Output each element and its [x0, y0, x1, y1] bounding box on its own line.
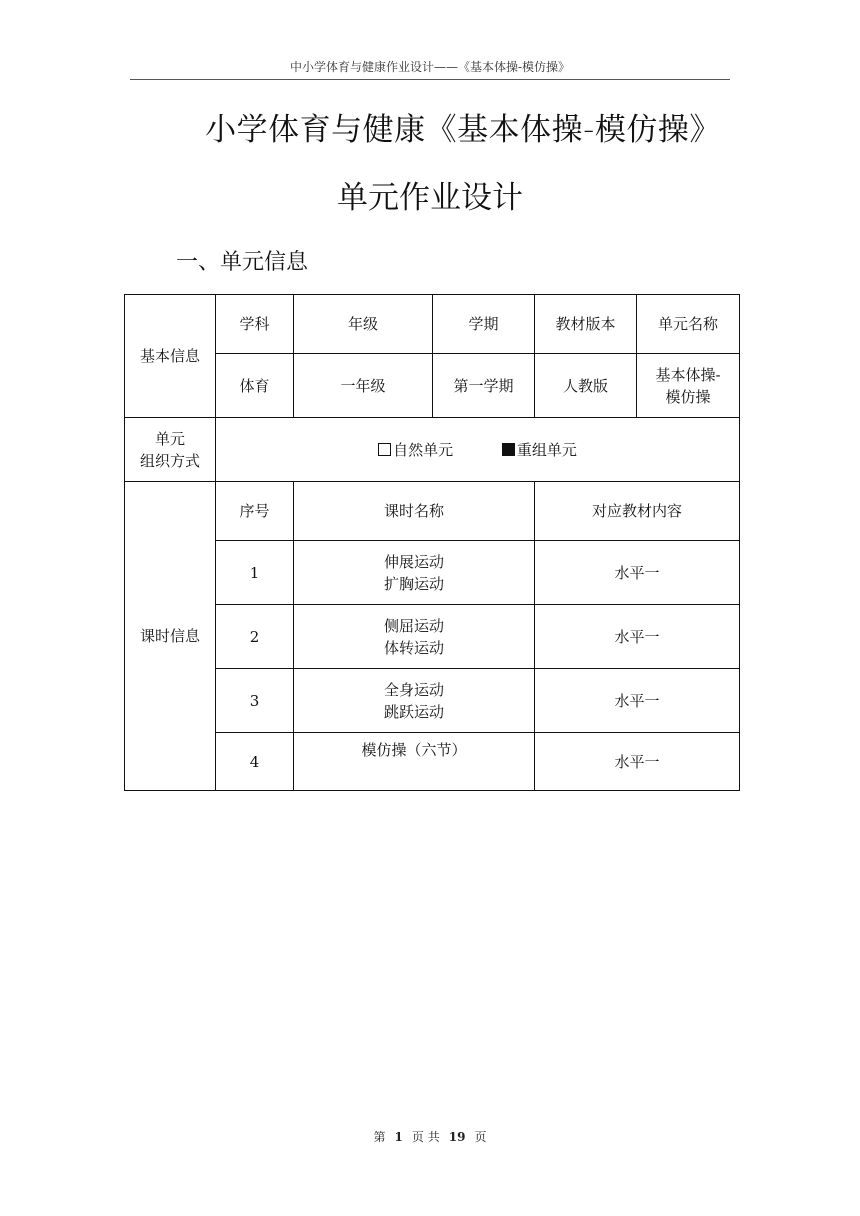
table-row: [125, 354, 740, 418]
lesson-content: 水平一: [535, 669, 740, 733]
footer-middle: 页 共: [411, 1130, 440, 1144]
org-label-line: 单元: [154, 429, 185, 448]
lesson-name-line: 伸展运动: [383, 552, 444, 571]
footer-total-pages: 19: [448, 1130, 466, 1144]
document-title-line2: 单元作业设计: [337, 180, 523, 216]
table-row: [125, 482, 740, 541]
lesson-name-line: 扩胸运动: [383, 574, 444, 593]
unit-name-line: 模仿操: [665, 387, 711, 406]
header-grade: 年级: [294, 295, 433, 354]
footer-prefix: 第: [373, 1130, 386, 1144]
footer-page-number: 1: [394, 1130, 403, 1144]
unit-info-table: [124, 294, 740, 791]
page-header: 中小学体育与健康作业设计——《基本体操-模仿操》: [289, 60, 571, 74]
value-edition: 人教版: [535, 354, 637, 418]
lesson-name-line: 全身运动: [383, 680, 444, 699]
lesson-no: 3: [216, 669, 294, 733]
lesson-name-line: 模仿操（六节）: [361, 741, 467, 759]
document-title-line1: 小学体育与健康《基本体操-模仿操》: [205, 112, 721, 148]
basic-info-label: 基本信息: [125, 295, 216, 418]
header-subject: 学科: [216, 295, 294, 354]
table-row: [125, 733, 740, 791]
value-unit-name: [637, 354, 740, 418]
org-label: [125, 418, 216, 482]
unit-name-line: 基本体操-: [655, 365, 721, 384]
org-options: [216, 418, 740, 482]
lesson-name-line: 侧屈运动: [383, 616, 444, 635]
table-row: [125, 669, 740, 733]
lesson-name-line: 体转运动: [383, 638, 444, 657]
lesson-content: 水平一: [535, 733, 740, 791]
org-option-label: 自然单元: [393, 440, 454, 459]
header-term: 学期: [433, 295, 535, 354]
lesson-name: [294, 669, 535, 733]
header-unit-name: 单元名称: [637, 295, 740, 354]
org-option-regrouped[interactable]: [502, 439, 577, 461]
table-row: [125, 295, 740, 354]
header-edition: 教材版本: [535, 295, 637, 354]
page-footer: [0, 1128, 860, 1145]
table-row: [125, 541, 740, 605]
lesson-info-label: 课时信息: [125, 482, 216, 791]
lesson-name: [294, 541, 535, 605]
lesson-name: [294, 605, 535, 669]
lesson-no: 4: [216, 733, 294, 791]
lesson-no: 2: [216, 605, 294, 669]
lesson-name: [294, 733, 535, 791]
footer-suffix: 页: [474, 1130, 487, 1144]
org-option-label: 重组单元: [516, 440, 577, 459]
checked-box-icon[interactable]: [502, 443, 515, 456]
org-label-line: 组织方式: [139, 451, 200, 470]
header-lesson-no: 序号: [216, 482, 294, 541]
table-row: [125, 418, 740, 482]
section-heading-unit-info: 一、单元信息: [176, 250, 309, 275]
unchecked-box-icon[interactable]: [378, 443, 391, 456]
value-term: 第一学期: [433, 354, 535, 418]
header-rule: [130, 79, 730, 80]
lesson-no: 1: [216, 541, 294, 605]
lesson-name-line: 跳跃运动: [383, 702, 444, 721]
value-subject: 体育: [216, 354, 294, 418]
table-row: [125, 605, 740, 669]
header-lesson-content: 对应教材内容: [535, 482, 740, 541]
lesson-content: 水平一: [535, 605, 740, 669]
value-grade: 一年级: [294, 354, 433, 418]
org-option-natural[interactable]: [378, 439, 453, 461]
lesson-content: 水平一: [535, 541, 740, 605]
header-lesson-name: 课时名称: [294, 482, 535, 541]
